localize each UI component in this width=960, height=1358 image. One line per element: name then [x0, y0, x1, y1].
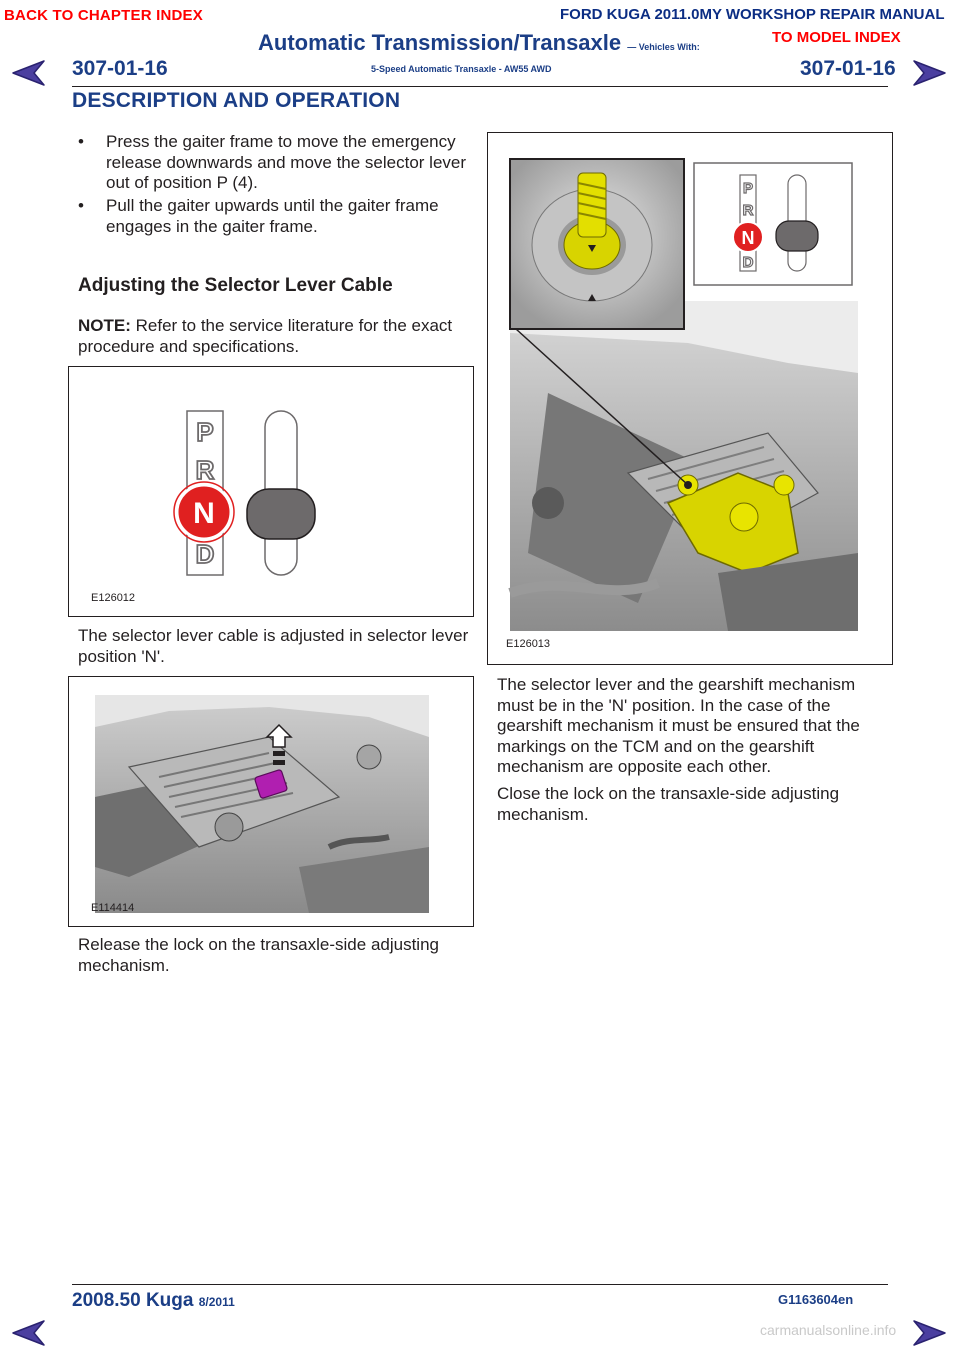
gear-letter-p: P	[196, 417, 214, 447]
watermark: carmanualsonline.info	[760, 1322, 897, 1338]
gear-letter-n: N	[193, 497, 215, 530]
inset-gear-letter-n: N	[741, 228, 755, 248]
footer-rule	[72, 1284, 888, 1285]
section-title-text: Automatic Transmission/Transaxle	[258, 30, 622, 55]
bullet-dot: •	[78, 196, 84, 215]
figure-label: E114414	[91, 902, 135, 914]
section-subtitle: 5-Speed Automatic Transaxle - AW55 AWD	[371, 64, 552, 74]
right-arrow-icon[interactable]	[912, 58, 950, 88]
footer-date: 8/2011	[198, 1295, 235, 1309]
inset-gear-letter-r: R	[742, 202, 754, 219]
paragraph: Release the lock on the transaxle-side adjusting mechanism.	[78, 935, 439, 975]
bullet-item	[78, 132, 478, 196]
header-rule	[72, 86, 888, 87]
note-text: Refer to the service literature for the exact procedure and specifications.	[78, 316, 453, 356]
bullet-dot: •	[78, 132, 84, 151]
selector-gate-illustration	[69, 367, 473, 616]
bullet-text: Press the gaiter frame to move the emergency release downwards and move the selector lever out of position P (4).	[106, 132, 467, 192]
gearshift-tcm-illustration	[488, 133, 892, 664]
inset-gear-letter-p: P	[742, 180, 754, 197]
footer-model-name: 2008.50 Kuga	[72, 1290, 194, 1311]
note-paragraph	[78, 316, 470, 357]
figure-transaxle-lock	[68, 676, 474, 927]
transaxle-lock-illustration	[69, 677, 473, 926]
inset-selector-gate	[694, 163, 852, 285]
left-arrow-icon[interactable]	[8, 58, 46, 88]
figure-label: E126013	[506, 638, 551, 650]
right-arrow-icon[interactable]	[912, 1318, 950, 1348]
selector-knob	[247, 489, 315, 539]
bullet-text: Pull the gaiter upwards until the gaiter frame engages in the gaiter frame.	[106, 196, 439, 236]
figure-label: E126012	[91, 592, 136, 604]
manual-title: FORD KUGA 2011.0MY WORKSHOP REPAIR MANUAL	[560, 6, 945, 23]
section-title	[258, 30, 700, 56]
to-model-index-link[interactable]: TO MODEL INDEX	[772, 29, 901, 46]
footer-doc-code: G1163604en	[778, 1292, 854, 1307]
paragraph: The selector lever cable is adjusted in selector lever position 'N'.	[78, 626, 469, 666]
inset-gear-letter-d: D	[742, 254, 754, 271]
note-label: NOTE:	[78, 316, 131, 335]
page-number-left: 307-01-16	[72, 57, 168, 80]
bullet-item	[78, 196, 478, 240]
figure-selector-gate	[68, 366, 474, 617]
section-title-suffix: — Vehicles With:	[627, 42, 700, 52]
left-arrow-icon[interactable]	[8, 1318, 46, 1348]
figure-gearshift-tcm	[487, 132, 893, 665]
page-number-right: 307-01-16	[800, 57, 896, 80]
back-to-chapter-index-link[interactable]: BACK TO CHAPTER INDEX	[4, 7, 203, 24]
gear-letter-d: D	[195, 539, 215, 569]
subheading-adjusting-cable: Adjusting the Selector Lever Cable	[78, 275, 393, 296]
paragraph: The selector lever and the gearshift mechanism must be in the 'N' position. In the case of the gearshift mechanism it must be ensured that the markings on the TCM and on the gearshift mechanism are opposite each other.	[497, 675, 860, 776]
paragraph: Close the lock on the transaxle-side adjusting mechanism.	[497, 784, 840, 824]
gear-letter-r: R	[195, 455, 215, 485]
chapter-heading: DESCRIPTION AND OPERATION	[72, 89, 401, 112]
footer-model	[72, 1290, 235, 1312]
